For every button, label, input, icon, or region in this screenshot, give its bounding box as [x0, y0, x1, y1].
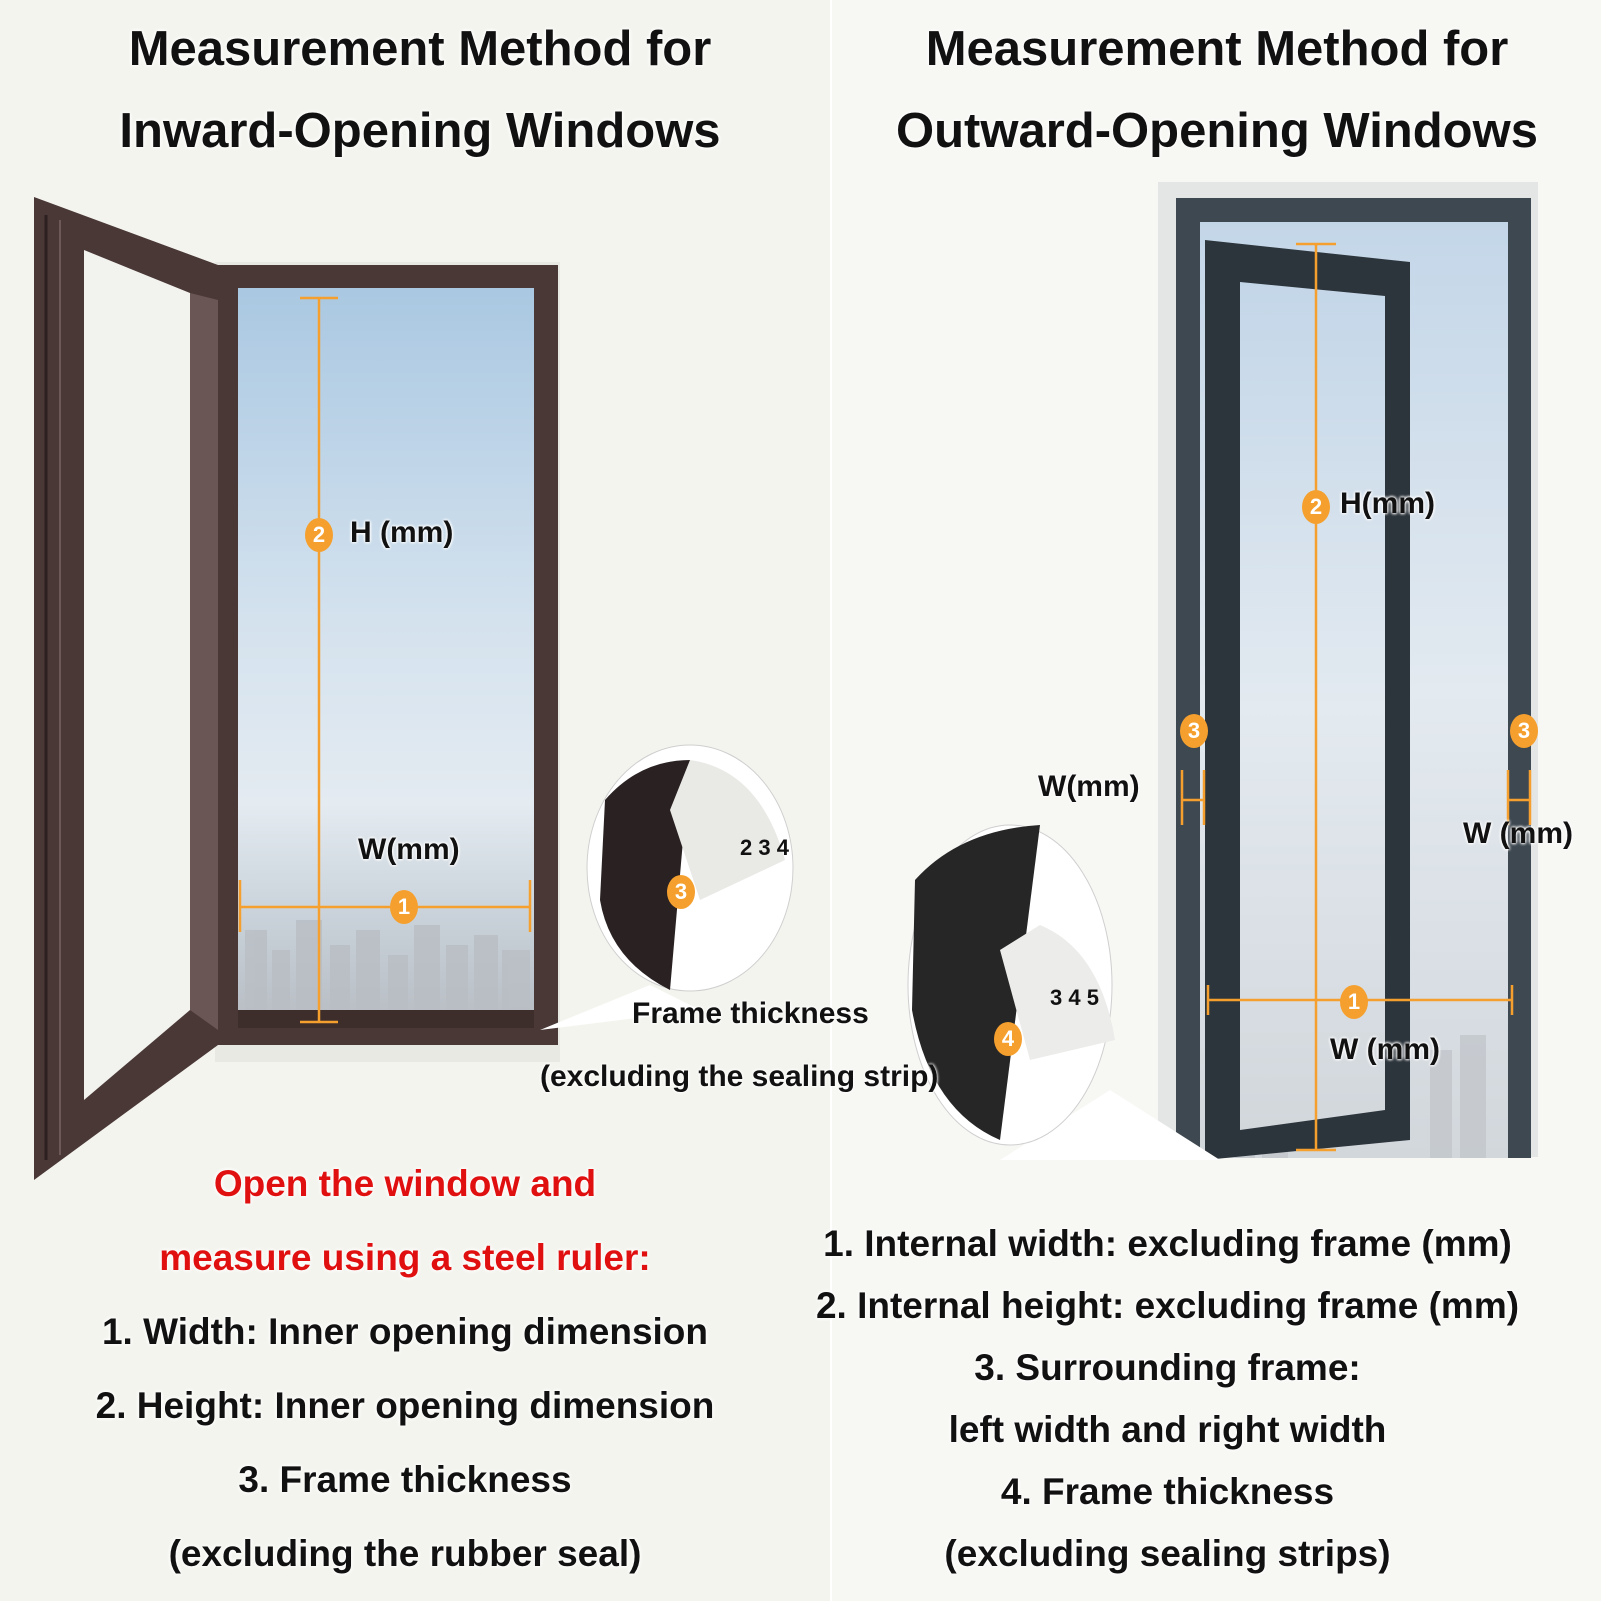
left-instruction-item3: 3. Frame thickness [238, 1459, 572, 1500]
right-label-width-right: W (mm) [1463, 817, 1573, 850]
left-badge-frame: 3 [667, 875, 695, 909]
right-title-line2: Outward-Opening Windows [896, 104, 1538, 158]
right-instruction-item4-note: (excluding sealing strips) [944, 1533, 1391, 1574]
left-instruction-red2: measure using a steel ruler: [159, 1237, 651, 1278]
svg-text:2 3 4: 2 3 4 [740, 835, 789, 860]
left-badge-width: 1 [390, 890, 418, 924]
right-title [842, 8, 1592, 172]
left-title [20, 8, 820, 172]
left-label-width: W(mm) [358, 833, 460, 866]
left-instructions [10, 1147, 800, 1591]
left-callout-line2: (excluding the sealing strip) [540, 1060, 939, 1093]
left-instruction-item3-note: (excluding the rubber seal) [168, 1533, 642, 1574]
left-instruction-item2: 2. Height: Inner opening dimension [95, 1385, 715, 1426]
right-label-width-bottom: W (mm) [1330, 1033, 1440, 1066]
sash-glass [84, 250, 190, 1100]
right-title-line1: Measurement Method for [925, 22, 1509, 76]
left-callout-line1: Frame thickness [632, 997, 869, 1030]
right-instruction-item1: 1. Internal width: excluding frame (mm) [823, 1223, 1512, 1264]
left-badge-height: 2 [305, 518, 333, 552]
svg-text:3 4 5: 3 4 5 [1050, 985, 1099, 1010]
window-glass [238, 288, 534, 1026]
left-title-line2: Inward-Opening Windows [119, 104, 721, 158]
right-label-width-left: W(mm) [1038, 770, 1140, 803]
right-badge-side-left: 3 [1180, 714, 1208, 748]
left-instruction-item1: 1. Width: Inner opening dimension [101, 1311, 709, 1352]
right-label-height: H(mm) [1340, 487, 1435, 520]
right-badge-frame: 4 [994, 1022, 1022, 1056]
right-badge-height: 2 [1302, 490, 1330, 524]
right-instruction-item4: 4. Frame thickness [1000, 1471, 1335, 1512]
right-instructions [745, 1213, 1590, 1585]
left-title-line1: Measurement Method for [128, 22, 712, 76]
right-instruction-item3-note: left width and right width [948, 1409, 1387, 1450]
left-label-height: H (mm) [350, 516, 454, 549]
left-instruction-red1: Open the window and [213, 1163, 597, 1204]
right-instruction-item2: 2. Internal height: excluding frame (mm) [815, 1285, 1520, 1326]
right-badge-side-right: 3 [1510, 714, 1538, 748]
inward-window [34, 197, 560, 1180]
right-instruction-item3: 3. Surrounding frame: [974, 1347, 1361, 1388]
right-badge-width: 1 [1340, 985, 1368, 1019]
